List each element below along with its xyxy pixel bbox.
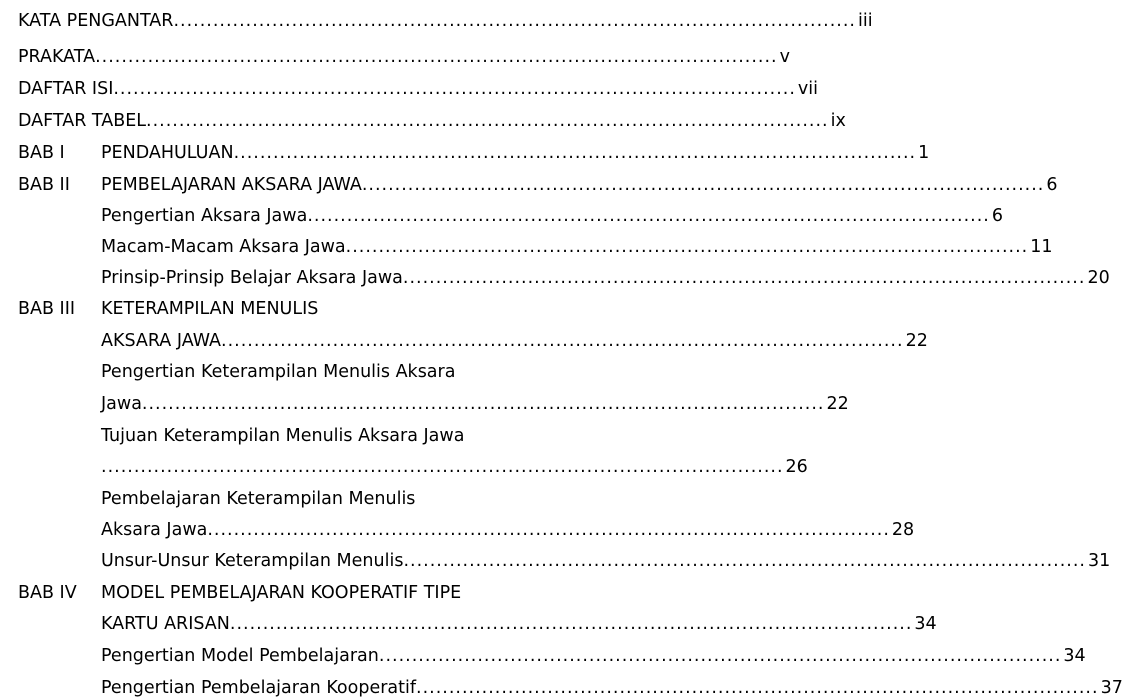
toc-entry-label: Tujuan Keterampilan Menulis Aksara Jawa bbox=[101, 426, 465, 446]
toc-entry-pembelajaran-keterampilan-cont bbox=[101, 515, 915, 541]
toc-entry-macam-aksara-jawa bbox=[101, 232, 1053, 258]
toc-entry-prakata bbox=[18, 42, 790, 68]
toc-entry-model-kooperatif bbox=[101, 578, 526, 604]
toc-entry-label: Pembelajaran Keterampilan Menulis bbox=[101, 489, 416, 509]
toc-entry-label: Macam-Macam Aksara Jawa bbox=[101, 237, 346, 257]
toc-entry-label: Pengertian Keterampilan Menulis Aksara bbox=[101, 362, 456, 382]
toc-entry-pengertian-keterampilan bbox=[101, 357, 526, 383]
toc-entry-label: Pengertian Pembelajaran Kooperatif bbox=[101, 678, 417, 698]
toc-entry-unsur-keterampilan bbox=[101, 546, 1111, 572]
toc-entry-page: 6 bbox=[1046, 175, 1058, 195]
toc-entry-label: MODEL PEMBELAJARAN KOOPERATIF TIPE bbox=[101, 583, 462, 603]
toc-entry-kartu-arisan bbox=[101, 609, 937, 635]
toc-entry-label: KETERAMPILAN MENULIS bbox=[101, 299, 319, 319]
toc-entry-page: vii bbox=[797, 79, 818, 99]
toc-entry-label: Jawa bbox=[101, 394, 142, 414]
dot-leader: ........................................................................................................ bbox=[173, 11, 856, 31]
toc-entry-label: Prinsip-Prinsip Belajar Aksara Jawa bbox=[101, 268, 403, 288]
dot-leader: ........................................................................................................ bbox=[345, 237, 1029, 257]
toc-entry-daftar-isi bbox=[18, 74, 818, 100]
toc-entry-pengertian-kooperatif bbox=[101, 673, 1123, 699]
dot-leader: ........................................................................................................ bbox=[416, 678, 1099, 698]
dot-leader: ........................................................................................................ bbox=[402, 268, 1086, 288]
toc-entry-pembelajaran-aksara-jawa bbox=[101, 170, 1058, 196]
dot-leader: ........................................................................................................ bbox=[361, 175, 1045, 195]
dot-leader: ........................................................................................................ bbox=[307, 206, 990, 226]
dot-leader: ........................................................................................................ bbox=[221, 331, 904, 351]
toc-entry-page: 34 bbox=[1063, 646, 1086, 666]
dot-leader: ........................................................................................................ bbox=[146, 111, 829, 131]
toc-entry-page: 31 bbox=[1087, 551, 1111, 571]
dot-leader: ........................................................................................................ bbox=[95, 47, 778, 67]
toc-entry-page: 26 bbox=[785, 457, 808, 477]
toc-entry-label: Pengertian Aksara Jawa bbox=[101, 206, 308, 226]
toc-entry-page: 37 bbox=[1100, 678, 1123, 698]
toc-entry-label: PENDAHULUAN bbox=[101, 143, 234, 163]
chapter-number: BAB II bbox=[18, 175, 70, 195]
toc-entry-pengertian-aksara-jawa bbox=[101, 201, 1003, 227]
chapter-number: BAB IV bbox=[18, 583, 77, 603]
toc-entry-keterampilan-menulis bbox=[101, 294, 526, 320]
dot-leader: ........................................................................................................ bbox=[141, 394, 825, 414]
toc-entry-daftar-tabel bbox=[18, 106, 846, 132]
toc-entry-page: 22 bbox=[826, 394, 849, 414]
toc-entry-prinsip-belajar bbox=[101, 263, 1110, 289]
toc-entry-tujuan-keterampilan-cont bbox=[101, 452, 808, 478]
toc-entry-pembelajaran-keterampilan bbox=[101, 484, 526, 510]
chapter-number: BAB I bbox=[18, 143, 65, 163]
dot-leader: ........................................................................................................ bbox=[403, 551, 1086, 571]
dot-leader: ........................................................................................................ bbox=[229, 614, 913, 634]
toc-entry-page: v bbox=[779, 47, 790, 67]
toc-entry-tujuan-keterampilan bbox=[101, 421, 526, 447]
dot-leader: ........................................................................................................ bbox=[101, 457, 784, 477]
toc-entry-label: Pengertian Model Pembelajaran bbox=[101, 646, 379, 666]
toc-entry-label: Unsur-Unsur Keterampilan Menulis bbox=[101, 551, 404, 571]
dot-leader: ........................................................................................................ bbox=[113, 79, 796, 99]
chapter-number: BAB III bbox=[18, 299, 76, 319]
toc-entry-page: 1 bbox=[918, 143, 930, 163]
toc-entry-pendahuluan bbox=[101, 138, 930, 164]
toc-entry-label: DAFTAR ISI bbox=[18, 79, 114, 99]
toc-entry-label: DAFTAR TABEL bbox=[18, 111, 147, 131]
toc-entry-page: 20 bbox=[1087, 268, 1110, 288]
toc-entry-label: PRAKATA bbox=[18, 47, 96, 67]
toc-entry-label: KARTU ARISAN bbox=[101, 614, 230, 634]
toc-entry-aksara-jawa bbox=[101, 326, 928, 352]
toc-entry-page: iii bbox=[857, 11, 873, 31]
dot-leader: ........................................................................................................ bbox=[378, 646, 1062, 666]
dot-leader: ........................................................................................................ bbox=[233, 143, 917, 163]
toc-entry-label: AKSARA JAWA bbox=[101, 331, 222, 351]
toc-entry-kata-pengantar bbox=[18, 6, 873, 32]
toc-entry-page: 11 bbox=[1030, 237, 1053, 257]
toc-entry-page: ix bbox=[830, 111, 846, 131]
toc-entry-label: KATA PENGANTAR bbox=[18, 11, 174, 31]
toc-entry-pengertian-model bbox=[101, 641, 1086, 667]
toc-entry-label: PEMBELAJARAN AKSARA JAWA bbox=[101, 175, 362, 195]
toc-entry-label: Aksara Jawa bbox=[101, 520, 208, 540]
toc-entry-page: 6 bbox=[991, 206, 1003, 226]
toc-entry-page: 34 bbox=[914, 614, 937, 634]
toc-entry-pengertian-keterampilan-cont bbox=[101, 389, 849, 415]
toc-entry-page: 22 bbox=[905, 331, 928, 351]
toc-entry-page: 28 bbox=[891, 520, 915, 540]
dot-leader: ........................................................................................................ bbox=[207, 520, 890, 540]
